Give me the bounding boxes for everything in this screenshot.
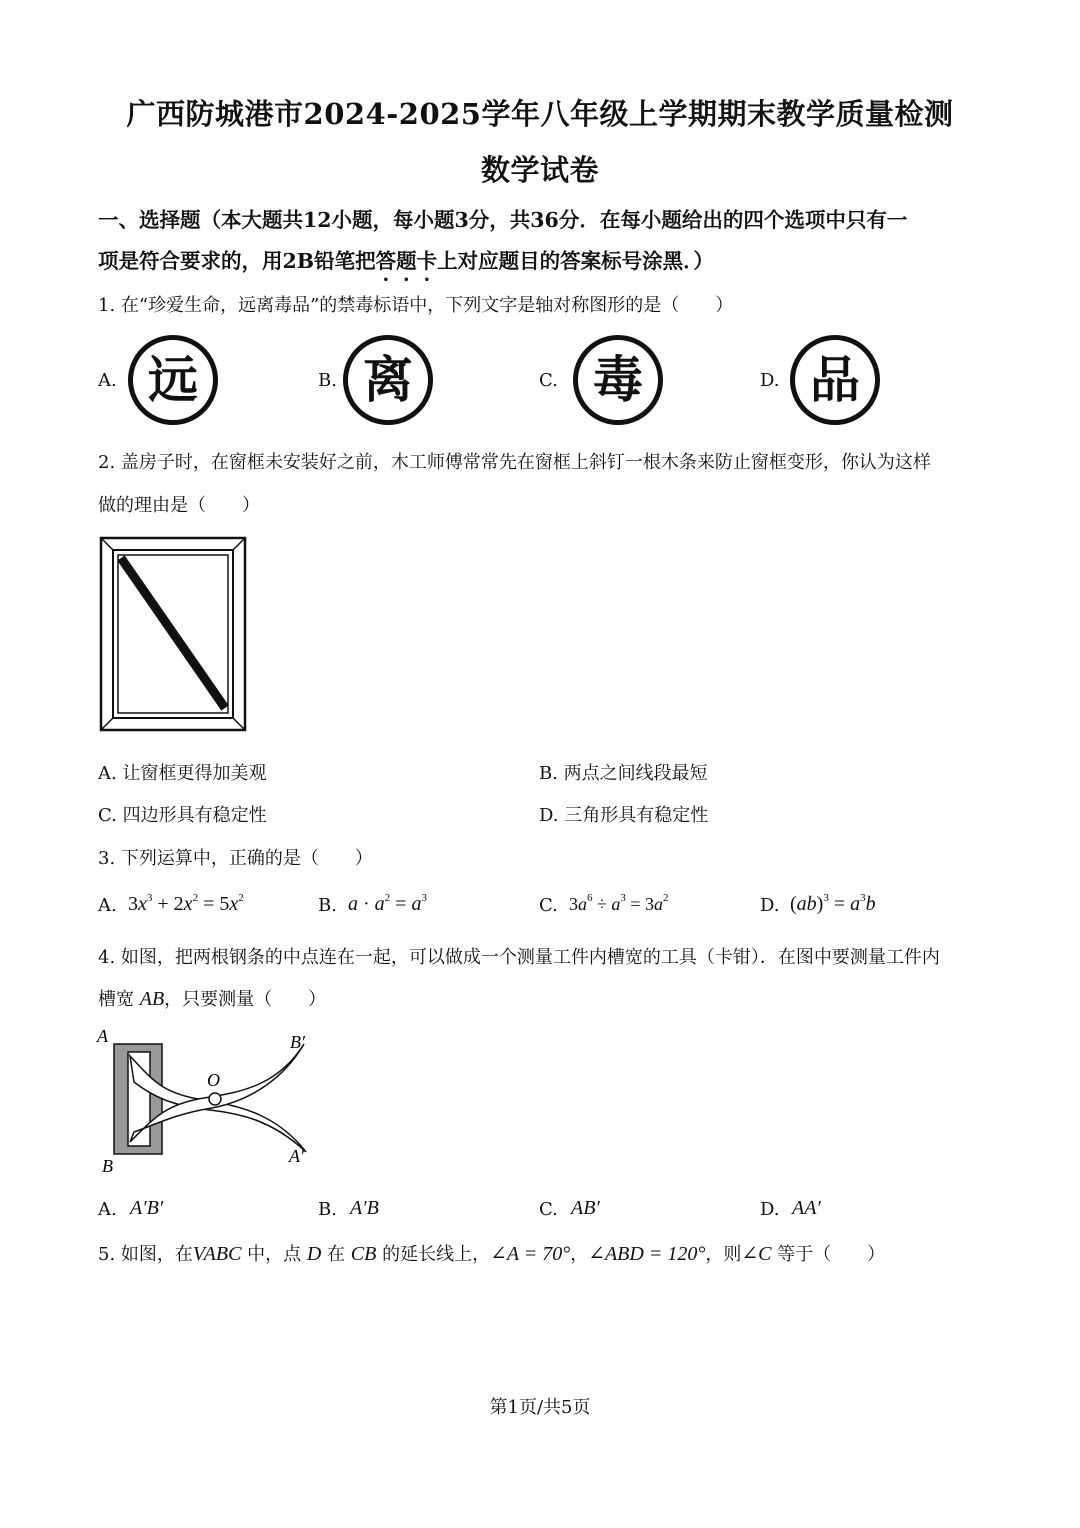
q5-angle-c: ∠C (741, 1243, 772, 1265)
question-3-stem: 3. 下列运算中，正确的是（ ） (98, 848, 373, 869)
q5-triangle: VABC (192, 1243, 242, 1265)
question-4-stem-line1: 4. 如图，把两根钢条的中点连在一起，可以做成一个测量工件内槽宽的工具（卡钳）．在图中要测量工件内 (98, 947, 940, 968)
q1-option-b-label: B. (318, 370, 337, 391)
q4-option-a-expr: A′B′ (130, 1197, 164, 1219)
section-heading-line2 (98, 244, 714, 274)
q2-option-d: D. 三角形具有稳定性 (539, 805, 709, 826)
q4-option-b-expr: A′B (350, 1197, 379, 1219)
q1-option-d-glyph: 品 (790, 335, 880, 425)
q4-option-d-expr: AA′ (792, 1197, 821, 1219)
q4-stem-pre: 槽宽 (98, 989, 140, 1010)
q3-option-c-label: C. (539, 895, 558, 916)
question-1-stem: 1. 在“珍爱生命，远离毒品”的禁毒标语中，下列文字是轴对称图形的是（ ） (98, 295, 734, 316)
page-subtitle: 数学试卷 (480, 153, 599, 187)
question-4-stem-line2 (98, 985, 326, 1011)
emphasis-char-3: 卡 (416, 249, 438, 273)
question-2-stem-line2: 做的理由是（ ） (98, 495, 260, 516)
q5-angle-a: ∠A = 70° (490, 1243, 571, 1265)
q3-option-a-label: A. (98, 895, 117, 916)
q4-option-c-expr: AB′ (571, 1197, 600, 1219)
q5-p1: 5. 如图，在 (98, 1244, 193, 1265)
q5-p7: 等于（ ） (771, 1244, 886, 1265)
section-heading-line1: 一、选择题（本大题共12小题，每小题3分，共36分．在每小题给出的四个选项中只有一 (98, 208, 908, 232)
q5-p2: 中，点 (241, 1244, 307, 1265)
q3-option-b-label: B. (318, 895, 337, 916)
question-2-stem-line1: 2. 盖房子时，在窗框未安装好之前，木工师傅常常先在窗框上斜钉一根木条来防止窗框变形，你认为这样 (98, 452, 931, 473)
q3-option-c-expr: $3a^6 \div a^3 = 3a^2$ (569, 892, 669, 914)
q4-option-d-label: D. (760, 1199, 780, 1220)
q3-option-d-expr: $(ab)^3 = a^3b$ (790, 892, 876, 915)
q1-option-b-glyph: 离 (343, 335, 433, 425)
q5-segment-cb: CB (350, 1243, 377, 1265)
q4-stem-ab: AB (139, 988, 165, 1010)
q2-option-a: A. 让窗框更得加美观 (98, 763, 267, 784)
q5-angle-abd: ∠ABD = 120° (588, 1243, 706, 1265)
q4-option-b-label: B. (318, 1199, 337, 1220)
q3-option-b-expr: $a \cdot a^2 = a^3$ (348, 892, 427, 915)
q2-option-b: B. 两点之间线段最短 (539, 763, 708, 784)
emphasis-char-2: 题 (396, 249, 417, 273)
page-title: 广西防城港市2024-2025学年八年级上学期期末教学质量检测 (126, 97, 954, 131)
section-heading-text-b: 上对应题目的答案标号涂黑．） (437, 249, 714, 273)
emphasis-char-1: 答 (375, 249, 397, 273)
q4-label-ap: A′ (289, 1146, 304, 1166)
page-number: 第1页/共5页 (489, 1397, 591, 1418)
q5-p5: ， (570, 1244, 589, 1265)
question-5-stem (98, 1240, 885, 1266)
q5-point-d: D (306, 1243, 322, 1265)
caliper-figure (94, 1022, 324, 1182)
q4-option-a-label: A. (98, 1199, 117, 1220)
q4-label-bp: B′ (290, 1032, 305, 1052)
q1-option-c-glyph: 毒 (573, 335, 663, 425)
q5-p3: 在 (321, 1244, 351, 1265)
q4-label-a: A (97, 1026, 108, 1046)
q4-option-c-label: C. (539, 1199, 558, 1220)
q4-label-b: B (102, 1156, 113, 1176)
q5-p4: 的延长线上， (376, 1244, 491, 1265)
q1-option-a-glyph: 远 (128, 335, 218, 425)
q2-option-c: C. 四边形具有稳定性 (98, 805, 267, 826)
q3-option-d-label: D. (760, 895, 780, 916)
q1-option-d-label: D. (760, 370, 780, 391)
q4-label-o: O (207, 1070, 220, 1090)
q1-option-c-label: C. (539, 370, 558, 391)
q3-option-a-expr: $3x^3 + 2x^2 = 5x^2$ (128, 892, 244, 915)
q4-stem-post: ，只要测量（ ） (164, 989, 327, 1010)
q5-p6: ，则 (705, 1244, 742, 1265)
q1-option-a-label: A. (98, 370, 117, 391)
window-frame-figure (99, 536, 249, 734)
section-heading-text-a: 项是符合要求的，用2B铅笔把 (98, 249, 376, 273)
